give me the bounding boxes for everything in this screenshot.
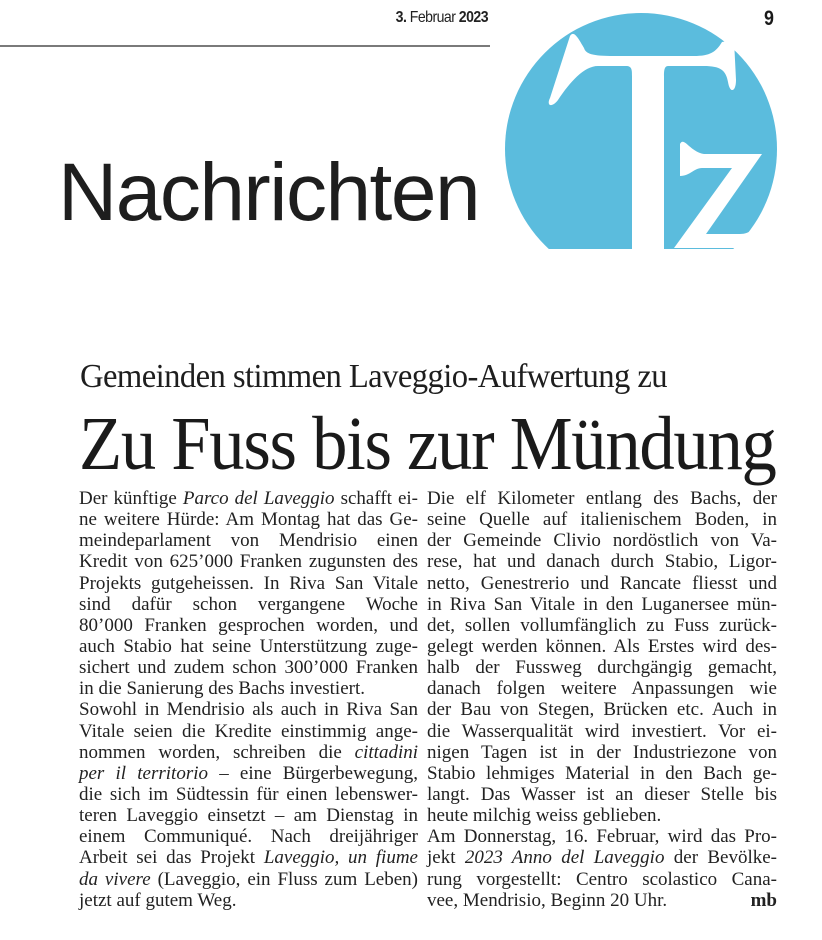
text-line: Kredit von 625’000 Franken zugunsten des [79,551,418,573]
text-line: per il territorio – eine Bürgerbewegung, [79,762,418,784]
article-subhead: Gemeinden stimmen Laveggio-Aufwertung zu [80,358,667,395]
text-line: danach folgen weitere Anpassungen wie [427,678,777,700]
text-line: netto, Genestrerio und Rancate fliesst und [427,572,777,594]
author-signature: mb [750,889,777,911]
text-line: nommen worden, schreiben die cittadini [79,741,418,763]
text-line: meindeparlament von Mendrisio einen [79,530,418,552]
text-line: jekt 2023 Anno del Laveggio der Bevölke- [427,847,777,869]
article-headline: Zu Fuss bis zur Mündung [79,402,776,486]
text-line: seine Quelle auf italienischem Boden, in [427,509,777,531]
text-line: in Riva San Vitale in den Luganersee mün- [427,593,777,615]
text-line: Sowohl in Mendrisio als auch in Riva San [79,699,418,721]
text-line: det, sollen vollumfänglich zu Fuss zurück- [427,614,777,636]
date-year: 2023 [458,9,488,26]
text-line: nigen Tagen ist in der Industriezone von [427,741,777,763]
text-line: sind dafür schon vergangene Woche [79,593,418,615]
text-line: die sich im Südtessin für einen lebenswer- [79,783,418,805]
text-line: halb der Fussweg durchgängig gemacht, [427,657,777,679]
text-line: langt. Das Wasser ist an dieser Stelle bis [427,783,777,805]
article-column-1 [79,488,418,911]
tz-logo-icon [504,12,778,249]
text-line: der Bau von Stegen, Brücken etc. Auch in [427,699,777,721]
text-line: Arbeit sei das Projekt Laveggio, un fiume [79,847,418,869]
header-rule [0,45,490,47]
text-line: auch Stabio hat seine Unterstützung zuge- [79,635,418,657]
text-line: Am Donnerstag, 16. Februar, wird das Pro- [427,826,777,848]
date-month: Februar [409,9,456,26]
text-line: in die Sanierung des Bachs investiert. [79,678,365,700]
section-title: Nachrichten [58,147,480,238]
text-line: einem Communiqué. Nach dreijähriger [79,826,418,848]
text-line: Vitale seien die Kredite einstimmig ange- [79,720,418,742]
text-line: ne weitere Hürde: Am Montag hat das Ge- [79,509,418,531]
text-line: heute milchig weiss geblieben. [427,805,662,827]
text-line: rese, hat und danach durch Stabio, Ligor- [427,551,777,573]
text-line: Projekts gutgeheissen. In Riva San Vitale [79,572,418,594]
text-line: Die elf Kilometer entlang des Bachs, der [427,488,777,509]
article-column-2 [427,488,777,911]
text-line: Stabio lehmiges Material in den Bach ge- [427,762,777,784]
text-line: rung vorgestellt: Centro scolastico Cana- [427,868,777,890]
text-line: 80’000 Franken gesprochen worden, und [79,614,418,636]
text-line: vee, Mendrisio, Beginn 20 Uhr. mb [427,889,777,911]
date-day: 3. [395,9,407,26]
text-line: da vivere (Laveggio, ein Fluss zum Leben) [79,868,419,890]
text-line: Der künftige Parco del Laveggio schafft ei- [79,488,418,509]
text-line: die Wasserqualität wird investiert. Vor ei- [427,720,777,742]
text-line: jetzt auf gutem Weg. [79,889,237,911]
text-line: der Gemeinde Clivio nordöstlich von Va- [427,530,777,552]
date-line [375,9,488,27]
text-line: teren Laveggio einsetzt – am Dienstag in [79,805,418,827]
page-number: 9 [764,7,774,30]
text-line: gelegt werden können. Als Erstes wird des- [427,635,777,657]
text-line: sichert und zudem schon 300’000 Franken [79,657,418,679]
